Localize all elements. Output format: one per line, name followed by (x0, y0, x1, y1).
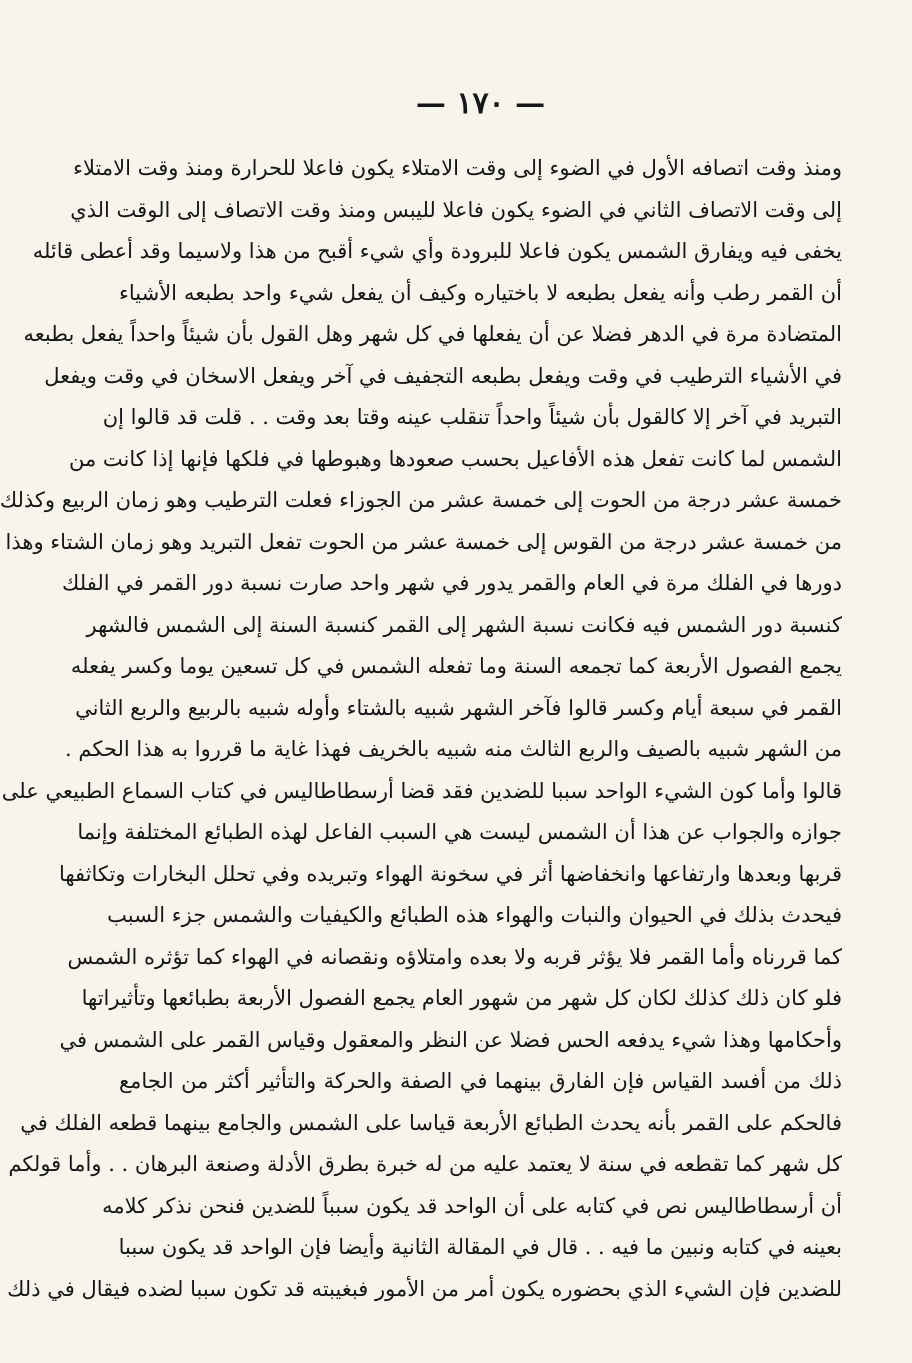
text-line: ذلك من أفسد القياس فإن الفارق بينهما في الصفة والحركة والتأثير أكثر من الجامع (119, 1069, 842, 1093)
text-line: وأحكامها وهذا شيء يدفعه الحس فضلا عن النظر والمعقول وقياس القمر على الشمس في (59, 1027, 842, 1052)
text-line: يجمع الفصول الأربعة كما تجمعه السنة وما تفعله الشمس في كل تسعين يوما وكسر يفعله (70, 654, 842, 678)
text-line: كنسبة دور الشمس فيه فكانت نسبة الشهر إلى القمر كنسبة السنة إلى الشمس فالشهر (86, 612, 842, 637)
text-line: جوازه والجواب عن هذا أن الشمس ليست هي السبب الفاعل لهذه الطبائع المختلفة وإنما (77, 820, 842, 844)
text-line: في الأشياء الترطيب في وقت ويفعل بطبعه التجفيف في آخر ويفعل الاسخان في وقت ويفعل (44, 363, 842, 388)
text-line: القمر في سبعة أيام وكسر قالوا فآخر الشهر شبيه بالشتاء وأوله شبيه بالربيع والربع الثاني (75, 695, 842, 720)
text-line: التبريد في آخر إلا كالقول بأن شيئاً واحداً تنقلب عينه وقتا بعد وقت . . قلت قد قالوا إن (102, 405, 842, 429)
text-line: فلو كان ذلك كذلك لكان كل شهر من شهور العام يجمع الفصول الأربعة بطبائعها وتأثيراتها (81, 986, 842, 1010)
text-line: خمسة عشر درجة من الحوت إلى خمسة عشر من الجوزاء فعلت الترطيب وهو زمان الربيع وكذلك (0, 488, 842, 512)
text-line: من الشهر شبيه بالصيف والربع الثالث منه شبيه بالخريف فهذا غاية ما قرروا به هذا الحكم . (65, 737, 842, 761)
text-line: أن القمر رطب وأنه يفعل بطبعه لا باختياره وكيف أن يفعل شيء واحد بطبعه الأشياء (119, 280, 842, 305)
text-line: إلى وقت الاتصاف الثاني في الضوء يكون فاعلا لليبس ومنذ وقت الاتصاف إلى الوقت الذي (70, 197, 842, 222)
text-line: قربها وبعدها وارتفاعها وانخفاضها أثر في سخونة الهواء وتبريده وفي تحلل البخارات وتكاثفها (58, 861, 842, 886)
text-line: كما قررناه وأما القمر فلا يؤثر قربه ولا بعده وامتلاؤه ونقصانه في الهواء كما تؤثره الشمس (67, 944, 842, 969)
page-number: — ١٧٠ — (415, 86, 546, 121)
text-line: بعينه في كتابه ونبين ما فيه . . قال في المقالة الثانية وأيضا فإن الواحد قد يكون سببا (118, 1235, 842, 1259)
text-line: كل شهر كما تقطعه في سنة لا يعتمد عليه من له خبرة بطرق الأدلة وصنعة البرهان . . وأما قولكم (8, 1152, 842, 1176)
text-line: للضدين فإن الشيء الذي بحضوره يكون أمر من الأمور فبغيبته قد تكون سببا لضده فيقال في ذلك (7, 1276, 842, 1301)
text-line: دورها في الفلك مرة في العام والقمر يدور في شهر واحد صارت نسبة دور القمر في الفلك (62, 571, 842, 595)
text-line: من خمسة عشر درجة من القوس إلى خمسة عشر من الحوت تفعل التبريد وهو زمان الشتاء وهذا (5, 529, 842, 554)
text-line: المتضادة مرة في الدهر فضلا عن أن يفعلها في كل شهر وهل القول بأن شيئاً واحداً يفعل بطبعه (23, 322, 842, 346)
text-line: فيحدث بذلك في الحيوان والنبات والهواء هذه الطبائع والكيفيات والشمس جزء السبب (107, 903, 842, 927)
text-line: ومنذ وقت اتصافه الأول في الضوء إلى وقت الامتلاء يكون فاعلا للحرارة ومنذ وقت الامتلاء (73, 156, 842, 180)
text-line: أن أرسطاطاليس نص في كتابه على أن الواحد قد يكون سبباً للضدين فنحن نذكر كلامه (102, 1193, 842, 1218)
text-line: قالوا وأما كون الشيء الواحد سببا للضدين فقد قضا أرسطاطاليس في كتاب السماع الطبيعي على (1, 778, 842, 803)
text-line: فالحكم على القمر بأنه يحدث الطبائع الأربعة قياسا على الشمس والجامع بينهما قطعه الفلك في (20, 1110, 842, 1135)
body-text (0, 148, 842, 1310)
text-line: الشمس لما كانت تفعل هذه الأفاعيل بحسب صعودها وهبوطها في فلكها فإنها إذا كانت من (68, 446, 842, 471)
text-line: يخفى فيه ويفارق الشمس يكون فاعلا للبرودة وأي شيء أقبح من هذا ولاسيما وقد أعطى قائله (32, 239, 842, 263)
